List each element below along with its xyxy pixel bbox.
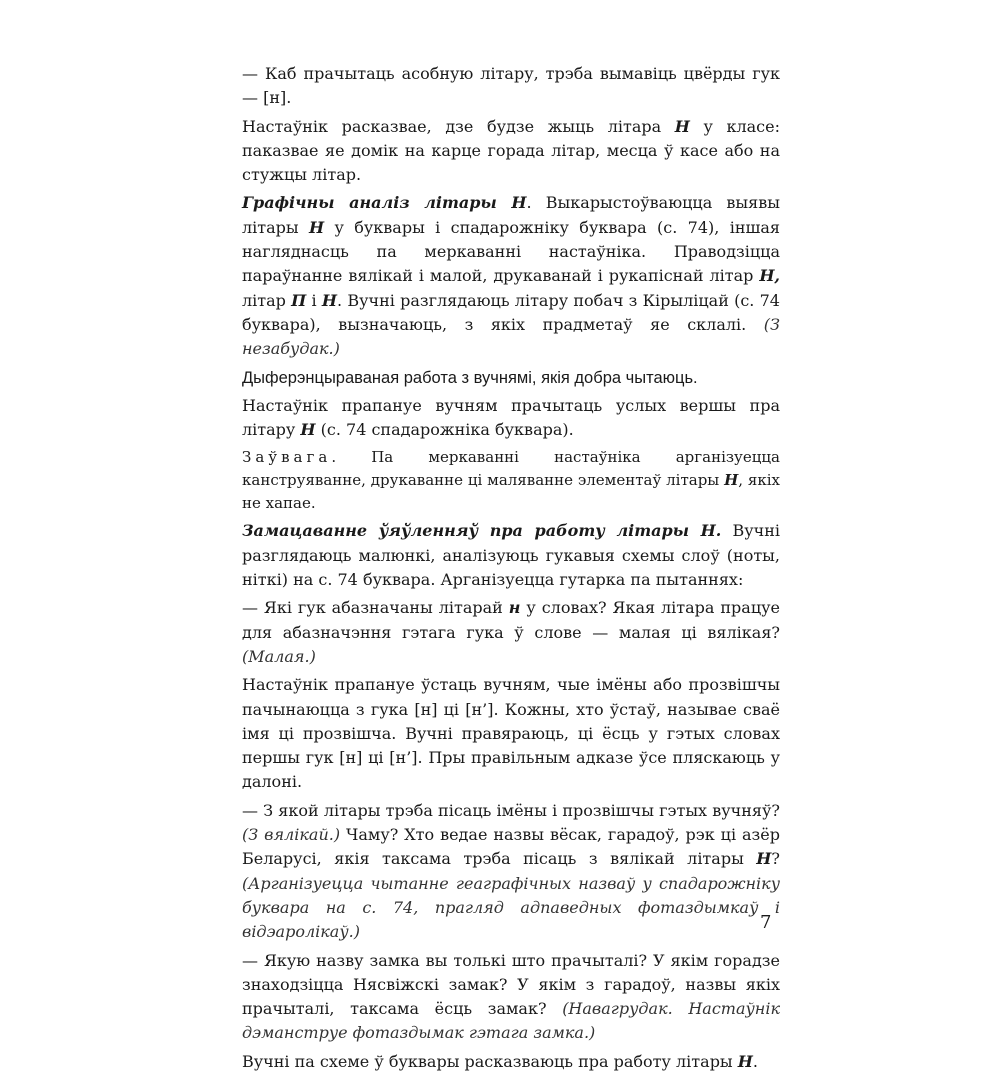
section-heading-reinforcement: Замацаванне ўяўленняў пра работу літары Н.: [242, 521, 722, 541]
p10-letter: Н: [756, 849, 772, 869]
paragraph-11: [242, 949, 780, 1046]
p2-letter: Н: [674, 116, 690, 136]
p8-text-c: у словах? Якая літара працуе для абазначэння гэтага гука ў слове — малая ці вялікая?: [242, 598, 780, 642]
paragraph-8: [242, 596, 780, 669]
p2-text-a: Настаўнік расказвае, дзе будзе жыць літара: [242, 116, 675, 136]
p3-text-c: у буквары і спадарожніку буквара (с. 74), іншая нагляднасць па меркаванні настаўніка. Праводзіцца параўнанне вялікай і малой, друкаванай і рукапіснай літар: [242, 217, 780, 286]
paragraph-9: [242, 673, 780, 794]
p5-text-a: Настаўнік прапануе вучням прачытаць услых вершы пра літару: [242, 395, 780, 440]
paragraph-2: [242, 115, 780, 188]
p12-text-a: Вучні па схеме ў буквары расказваюць пра работу літары: [242, 1051, 738, 1071]
paragraph-4: [242, 366, 780, 390]
p10-instruction: (Арганізуецца чытанне геаграфічных назваў у спадарожніку буквара на с. 74, прагляд адпаведных фотаздымкаў і відэаролікаў.): [242, 873, 780, 942]
p10-answer: (З вялікай.): [242, 825, 341, 845]
p3-letter-4: Н: [321, 290, 337, 310]
p3-text-e: літар: [242, 290, 292, 310]
p6-text-c: , якіх не хапае.: [242, 471, 780, 513]
p3-letter-1: Н: [309, 217, 325, 237]
p12-text-c: .: [752, 1051, 758, 1071]
paragraph-6-note: [242, 446, 780, 515]
p8-letter: н: [508, 598, 521, 618]
paragraph-12: [242, 1050, 780, 1074]
p8-answer: (Малая.): [242, 646, 316, 666]
p3-answer: (З незабудак.): [242, 314, 780, 359]
paragraph-1: [242, 62, 780, 111]
section-heading-graphic-analysis: Графічны аналіз літары Н: [242, 193, 527, 213]
p3-text-a: . Выкарыстоўваюцца выявы літары: [242, 193, 780, 237]
p3-text-g: і: [306, 290, 322, 310]
paragraph-3: [242, 191, 780, 361]
p3-text-i: . Вучні разглядаюць літару побач з Кірыліцай (с. 74 буквара), вызначаюць, з якіх прадметаў яе склалі.: [242, 290, 780, 334]
p9-text: Настаўнік прапануе ўстаць вучням, чые імёны або прозвішчы пачынаюцца з гука [н] ці [н’]. Кожны, хто ўстаў, называе сваё імя ці прозвішча. Вучні правяраюць, ці ёсць у гэтых словах першы гук [н] ці [н’]. Пры правільным адказе ўсе пляскаюць у далоні.: [242, 675, 780, 792]
p5-letter: Н: [300, 420, 316, 440]
p2-text-c: у класе: паказвае яе домік на карце горада літар, месца ў касе або на стужцы літар.: [242, 116, 780, 185]
paragraph-10: [242, 799, 780, 945]
p7-text-a: Вучні разглядаюць малюнкі, аналізуюць гукавыя схемы слоў (ноты, ніткі) на с. 74 буквара. Арганізуецца гутарка па пытаннях:: [242, 521, 780, 590]
note-label: Заўвага: [242, 448, 332, 467]
p11-answer: (Навагрудак. Настаўнік дэманструе фотаздымак гэтага замка.): [242, 999, 780, 1043]
page-number: 7: [760, 912, 772, 933]
p12-letter: Н: [737, 1051, 753, 1071]
section-heading-differentiated-work: Дыферэнцыраваная работа з вучнямі, якія добра чытаюць.: [242, 368, 698, 387]
p10-text-e: ?: [771, 849, 780, 869]
p8-text-a: — Які гук абазначаны літарай: [242, 598, 509, 618]
p11-text-a: — Якую назву замка вы толькі што прачыталі? У якім горадзе знаходзіцца Нясвіжскі замак? У якім з гарадоў, назвы якіх прачыталі, таксама ёсць замак?: [242, 950, 780, 1019]
p10-text-c: Чаму? Хто ведае назвы вёсак, гарадоў, рэк ці азёр Беларусі, якія таксама трэба пісаць з вялікай літары: [242, 825, 780, 869]
p6-text-a: . Па меркаванні настаўніка арганізуецца канструяванне, друкаванне ці маляванне элементаў літары: [242, 448, 780, 490]
p3-letter-2: Н,: [759, 266, 780, 286]
p5-text-c: (с. 74 спадарожніка буквара).: [315, 420, 574, 440]
p6-letter: Н: [724, 471, 739, 490]
p1-text: — Каб прачытаць асобную літару, трэба вымавіць цвёрды гук — [н].: [242, 64, 780, 108]
paragraph-7: [242, 519, 780, 592]
paragraph-5: [242, 394, 780, 443]
p10-text-a: — З якой літары трэба пісаць імёны і прозвішчы гэтых вучняў?: [242, 800, 780, 820]
page-body: [242, 62, 780, 1078]
p3-letter-3: П: [291, 290, 307, 310]
